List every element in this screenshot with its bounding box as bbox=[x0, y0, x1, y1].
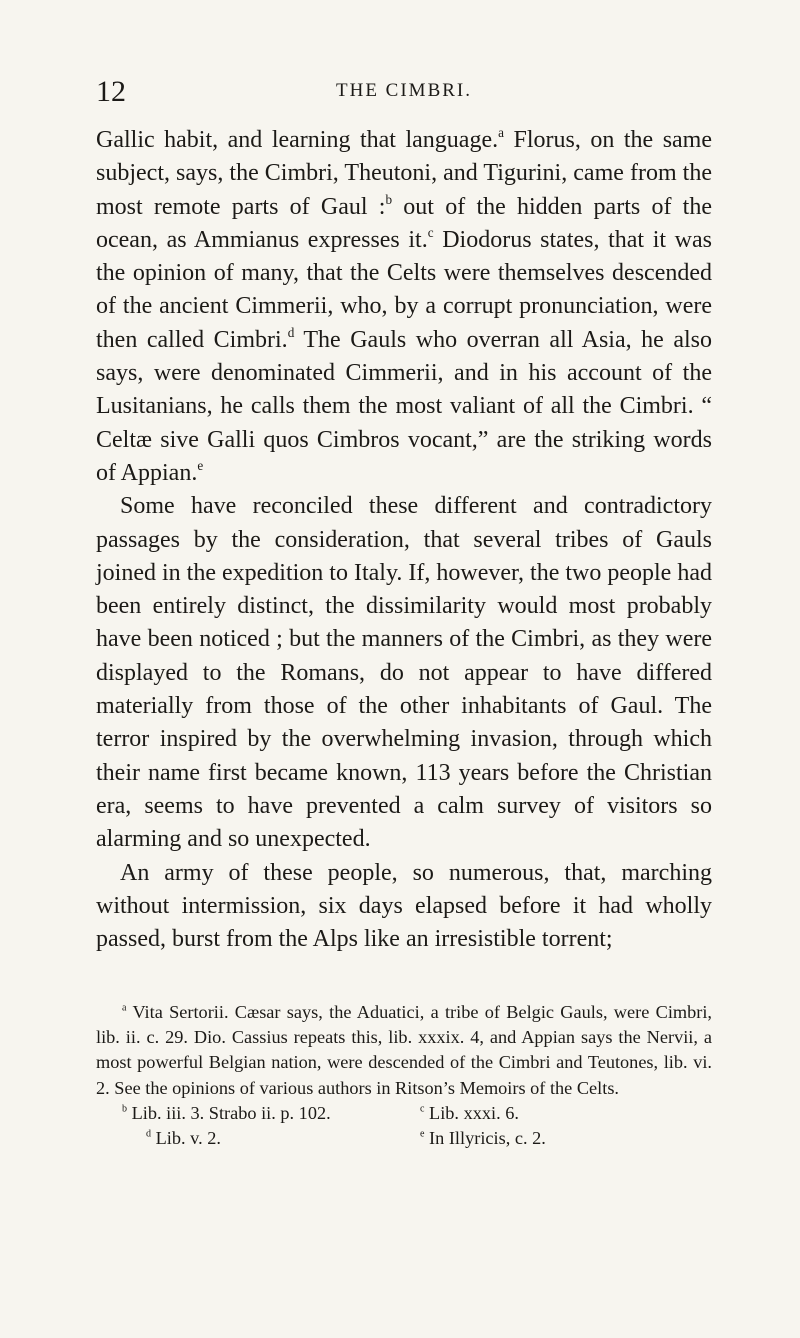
running-title: THE CIMBRI. bbox=[336, 80, 472, 101]
footnote-ref-a: a bbox=[498, 125, 504, 141]
footnotes bbox=[96, 1000, 712, 1151]
footnote-c: $^c$ Lib. xxxi. 6. bbox=[420, 1102, 519, 1123]
footnote-row-b-c bbox=[96, 1101, 712, 1126]
footnote-ref-d: d bbox=[287, 324, 295, 340]
paragraph-2: Some have reconciled these different and contradictory passages by the consideration, that several tribes of Gauls joined in the expedition to Italy. If, however, the two people had been entirely distinct, the dissimilarity would most probably have been noticed ; but the manners of the Cimbri, as they were displayed to the Romans, do not appear to have differed materially from those of the other inhabitants of Gaul. The terror inspired by the overwhelming invasion, through which their name first became known, 113 years before the Christian era, seems to have prevented a calm survey of visitors so alarming and so unexpected. bbox=[96, 493, 712, 853]
footnote-row-d-e bbox=[96, 1126, 712, 1151]
footnote-ref-e: e bbox=[197, 458, 204, 474]
main-text bbox=[96, 124, 712, 956]
footnote-b: $^b$ Lib. iii. 3. Strabo ii. p. 102. bbox=[122, 1102, 331, 1123]
footnote-a: $^a$ Vita Sertorii. Cæsar says, the Aduatici, a tribe of Belgic Gauls, were Cimbri, lib. ii. c. 29. Dio. Cassius repeats this, lib. xxxix. 4, and Appian says the Nervii, a most powerful Belgian nation, were descended of the Cimbri and Teutones, lib. vi. 2. See the opinions of various authors in Ritson’s Memoirs of the Celts. bbox=[96, 1002, 712, 1098]
footnote-e: $^e$ In Illyricis, c. 2. bbox=[420, 1128, 546, 1148]
page-header bbox=[96, 76, 712, 108]
paragraph-3: An army of these people, so numerous, that, marching without intermission, six days elapsed before it had wholly passed, burst from the Alps like an irresistible torrent; bbox=[96, 859, 712, 953]
paragraph-1: Gallic habit, and learning that language.$^a$ Florus, on the same subject, says, the Cimbri, Theutoni, and Tigurini, came from the most remote parts of Gaul :$^b$ out of the hidden parts of the ocean, as Ammianus expresses it.$^c$ Diodorus states, that it was the opinion of many, that the Celts were themselves descended of the ancient Cimmerii, who, by a corrupt pronunciation, were then called Cimbri.$^d$ The Gauls who overran all Asia, he also says, were denominated Cimmerii, and in his account of the Lusitanians, he calls them the most valiant of all the Cimbri. “ Celtæ sive Galli quos Cimbros vocant,” are the striking words of Appian.$^e$ bbox=[96, 125, 713, 486]
footnote-d: $^d$ Lib. v. 2. bbox=[146, 1128, 221, 1148]
footnote-ref-b: b bbox=[385, 191, 393, 207]
footnote-ref-c: c bbox=[427, 225, 434, 240]
page-number: 12 bbox=[96, 75, 126, 108]
